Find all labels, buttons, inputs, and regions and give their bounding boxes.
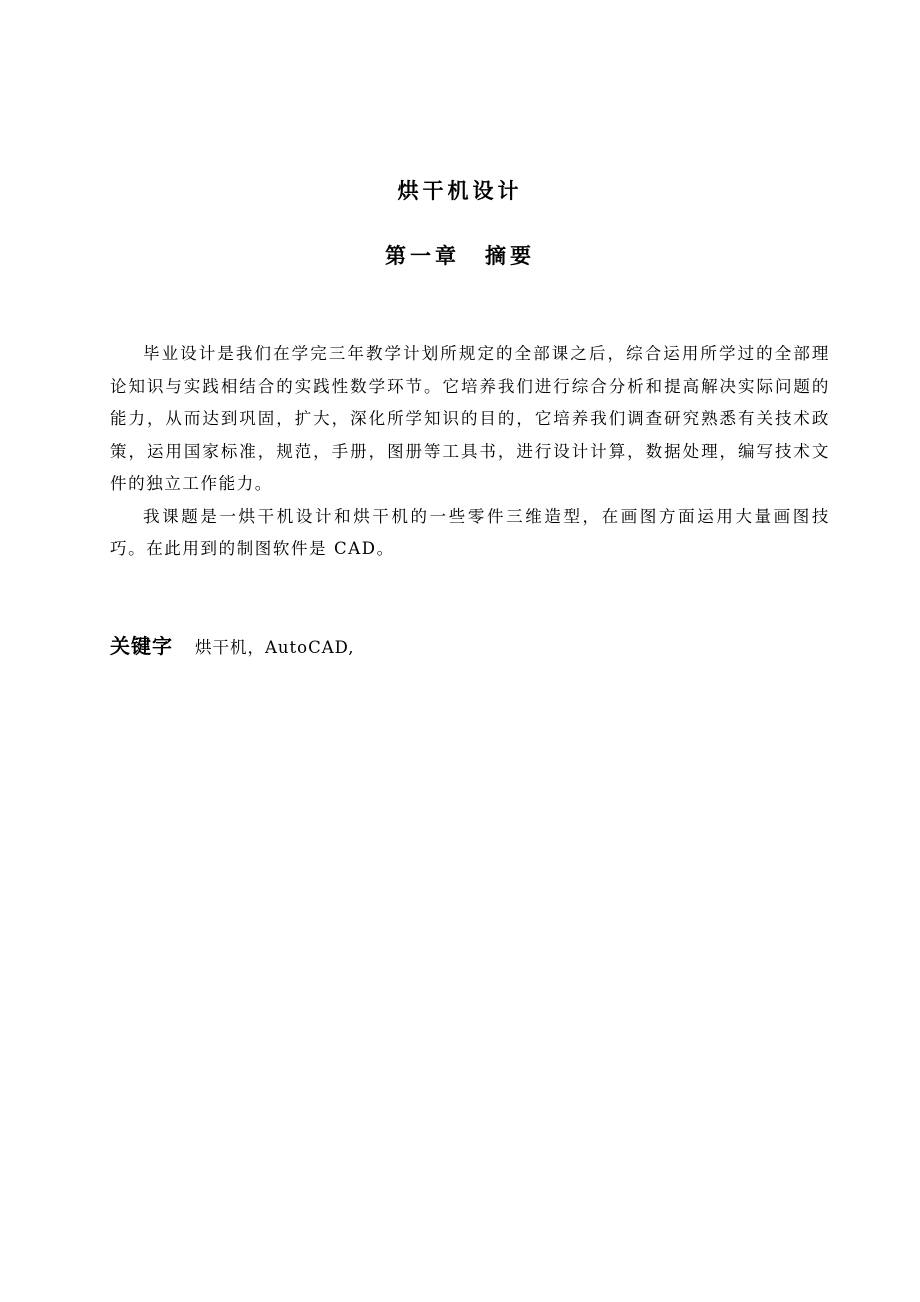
abstract-body (110, 338, 830, 566)
keywords-value: 烘干机，AutoCAD, (195, 638, 355, 657)
abstract-paragraph-2: 我课题是一烘干机设计和烘干机的一些零件三维造型，在画图方面运用大量画图技巧。在此用到的制图软件是 CAD。 (110, 506, 830, 558)
abstract-paragraph-1: 毕业设计是我们在学完三年教学计划所规定的全部课之后，综合运用所学过的全部理论知识与实践相结合的实践性数学环节。它培养我们进行综合分析和提高解决实际问题的能力，从而达到巩固，扩大，深化所学知识的目的，它培养我们调查研究熟悉有关技术政策，运用国家标准，规范，手册，图册等工具书，进行设计计算，数据处理，编写技术文件的独立工作能力。 (110, 344, 830, 493)
keywords-line (110, 630, 830, 664)
document-title: 烘干机设计 (397, 178, 523, 203)
chapter-heading: 第一章 摘要 (385, 243, 535, 268)
keywords-label: 关键字 (110, 634, 173, 658)
